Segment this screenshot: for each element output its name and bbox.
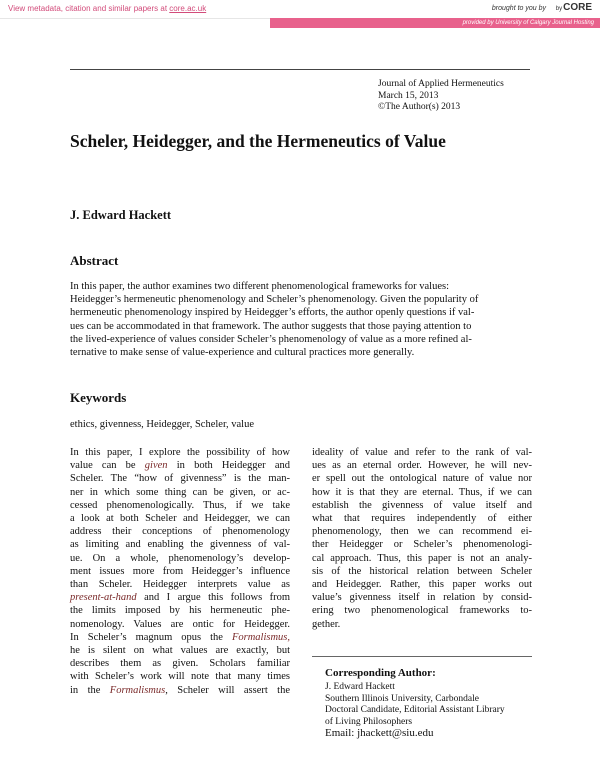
paper-title: Scheler, Heidegger, and the Hermeneutics of Value: [70, 131, 446, 151]
abstract-line: In this paper, the author examines two different phenomenological frameworks for values:: [70, 281, 450, 292]
body-line: [70, 684, 290, 697]
body-line: er spell out the ontological nature of value nor: [312, 473, 532, 485]
body-line: he is silent on what values are exactly, but: [70, 645, 290, 657]
abstract-line: ternative to make sense of value-experience and cultural practices more generally.: [70, 347, 415, 359]
metadata-link[interactable]: [8, 4, 206, 13]
body-line: establish the givenness of value itself and: [312, 499, 532, 511]
body-line: how it is that they are eternal. Thus, if we can: [312, 486, 532, 498]
body-right-column: [312, 446, 532, 631]
body-line: ideality of value and refer to the rank of val-: [312, 447, 532, 458]
body-line: a look at both Scheler and Heidegger, we can: [70, 513, 290, 525]
body-text: In Scheler’s magnum opus the: [70, 631, 232, 643]
body-line: value’s givenness itself in relation by consid-: [312, 592, 532, 604]
core-site-link[interactable]: core.ac.uk: [169, 4, 207, 13]
body-line: ering two phenomenological frameworks to-: [312, 605, 532, 617]
body-line: than Scheler. Heidegger interprets value as: [70, 579, 290, 591]
keywords-list: ethics, givenness, Heidegger, Scheler, value: [70, 419, 255, 430]
core-logo-text: CORE: [563, 2, 592, 13]
abstract-line: hermeneutic phenomenology inspired by Heidegger’s efforts, the author openly questions if val-: [70, 307, 475, 319]
body-line: what that requires independently of either: [312, 513, 532, 525]
body-line: cessed phenomenologically. Thus, if we take: [70, 499, 290, 511]
italic-term: present-at-hand: [70, 592, 137, 604]
paper-author: J. Edward Hackett: [70, 208, 172, 222]
brought-to-you-text: brought to you by: [491, 5, 546, 12]
abstract-line: the lived-experience of values consider Scheler’s phenomenology of value as a more refined al-: [70, 333, 472, 345]
keywords-heading: Keywords: [70, 390, 127, 405]
body-line: ues as an eternal order. However, he will nev-: [312, 460, 532, 472]
body-line: ment issues more from Heidegger’s influence: [70, 565, 290, 577]
body-line: [70, 631, 290, 644]
journal-info: [378, 79, 504, 114]
core-top-bar: [0, 0, 600, 19]
body-line: gether.: [312, 618, 341, 630]
italic-term: Formalismus,: [231, 631, 290, 643]
body-line: cal approach. Thus, this paper is not an analy-: [312, 552, 532, 564]
abstract-line: ues can be accommodated in that framework. The author suggests that those paying attention to: [70, 320, 472, 332]
body-line: [70, 591, 290, 604]
body-line: ner in which some thing can be given, or ac-: [70, 486, 290, 498]
body-line: In this paper, I explore the possibility of how: [70, 447, 290, 458]
body-text: value can be: [70, 460, 145, 472]
journal-name: Journal of Applied Hermeneutics: [378, 79, 504, 89]
body-text: and I argue this follows from: [136, 592, 290, 604]
body-line: describes them as given. Scholars familiar: [70, 658, 290, 670]
corresponding-role: Doctoral Candidate, Editorial Assistant Library: [325, 705, 505, 715]
body-text: in both Heidegger and: [167, 460, 290, 472]
journal-date: March 15, 2013: [378, 90, 439, 101]
body-line: address their conceptions of phenomenology: [70, 526, 290, 538]
header-rule: [70, 69, 530, 70]
body-line: nomenology. Values are ontic for Heidegger.: [70, 618, 290, 630]
body-line: the limits imposed by his hermeneutic phe-: [70, 605, 290, 617]
provided-by-bar[interactable]: provided by University of Calgary Journal Hosting: [270, 18, 600, 28]
body-line: [70, 459, 290, 472]
metadata-link-prefix: View metadata, citation and similar papers at: [8, 4, 170, 13]
body-line: and Heidegger. Rather, this paper works out: [312, 579, 532, 591]
body-text: in the: [70, 684, 110, 696]
body-line: with Scheler’s work will note that many times: [70, 671, 290, 683]
core-logo[interactable]: [556, 2, 592, 13]
abstract-heading: Abstract: [70, 253, 119, 268]
body-left-column: [70, 446, 290, 697]
corresponding-rule: [312, 656, 532, 657]
corresponding-email[interactable]: Email: jhackett@siu.edu: [325, 727, 434, 739]
body-line: Scheler. The “how of givenness” is the man-: [70, 473, 290, 485]
body-line: ue. On a whole, phenomenology’s develop-: [70, 552, 290, 564]
corresponding-affiliation: Southern Illinois University, Carbondale: [325, 693, 479, 704]
body-line: sis of the historical relation between Scheler: [312, 565, 532, 577]
body-line: ther Heidegger or Scheler’s phenomenologi-: [312, 539, 532, 551]
italic-term: given: [144, 460, 168, 472]
corresponding-role-cont: of Living Philosophers: [325, 716, 413, 727]
italic-term: Formalismus: [109, 684, 166, 696]
abstract-line: Heidegger’s hermeneutic phenomenology and Scheler’s phenomenology. Given the popularity of: [70, 294, 479, 306]
corresponding-details: [325, 682, 505, 740]
body-line: as limiting and enabling the givenness of val-: [70, 539, 290, 551]
body-text: , Scheler will assert the: [165, 684, 290, 696]
corresponding-heading: Corresponding Author:: [325, 667, 436, 679]
abstract-body: [70, 280, 530, 359]
body-line: phenomenology, then we can recommend ei-: [312, 526, 532, 538]
journal-copyright: ©The Author(s) 2013: [378, 102, 461, 112]
corresponding-name: J. Edward Hackett: [325, 682, 395, 692]
core-by-text: by: [555, 6, 563, 12]
